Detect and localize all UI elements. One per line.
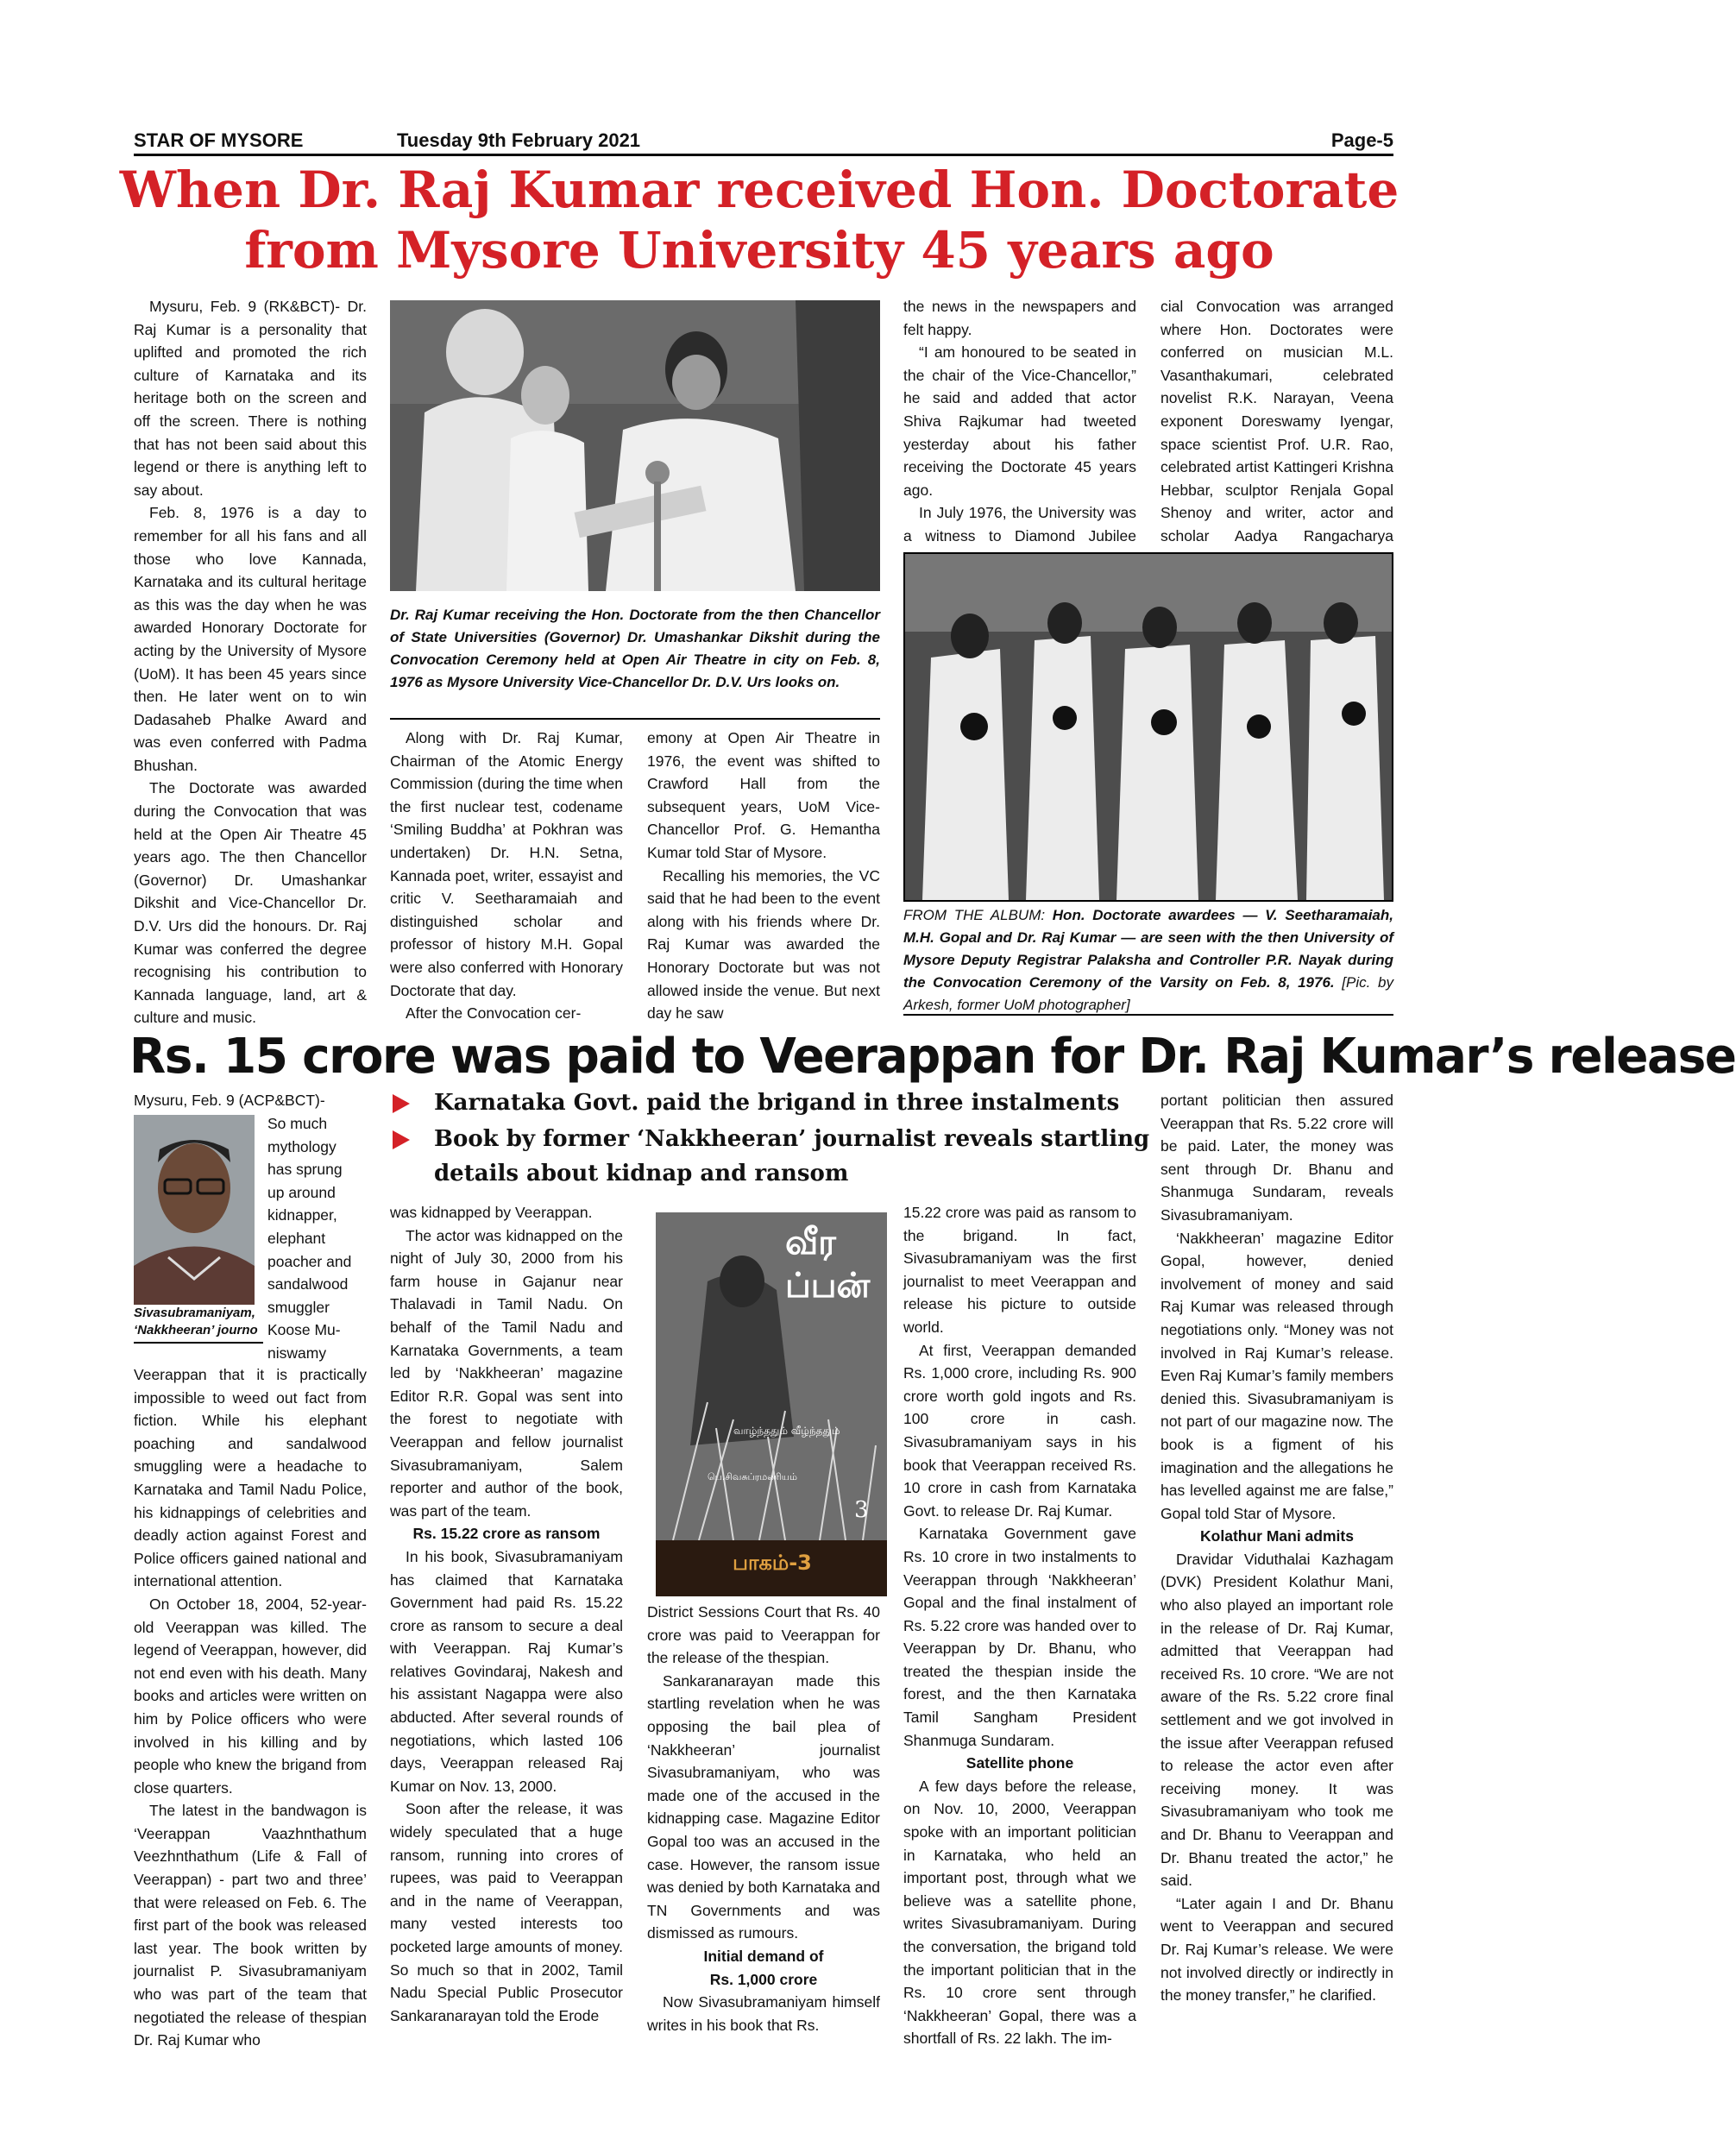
narrow-line: sandalwood — [267, 1275, 349, 1293]
story2-column-4 — [903, 1201, 1136, 2048]
book-part: பாகம்-3 — [733, 1551, 812, 1575]
paragraph: The latest in the bandwagon is ‘Veerappan Vaazhnthathum Veezhnthathum (Life & Fall of Veerappan) - part two and three’ that were released on Feb. 6. The first part of the book was released last year. The book written by journalist P. Sivasubramaniyam who was part of the team that negotiated the release of thespian Dr. Raj Kumar who — [134, 1802, 367, 2049]
paragraph: Recalling his memories, the VC said that he had been to the event along with his friends where Dr. Raj Kumar was awarded the Honorary Doctorate but was not allowed inside the venue. But next day he saw — [647, 866, 880, 1023]
portrait-caption-name: Sivasubramaniyam, — [134, 1306, 255, 1320]
summary-bullet-1: Karnataka Govt. paid the brigand in three instalments — [434, 1090, 1120, 1116]
album-photo-illustration — [905, 554, 1392, 900]
summary-bullet-2-cont: details about kidnap and ransom — [434, 1161, 849, 1186]
convocation-photo-illustration — [390, 300, 880, 591]
narrow-line: elephant — [267, 1229, 326, 1247]
subheading: Rs. 15.22 crore as ransom — [412, 1525, 601, 1543]
paper-name: STAR OF MYSORE — [134, 129, 304, 151]
narrow-line: up around — [267, 1183, 336, 1201]
paragraph: A few days before the release, on Nov. 10, 2000, Veerappan spoke with an important politician in Karnataka, who held an important post, through what we believe was a satellite phone, writes Sivasubramaniyam. During the conversation, the brigand told the important politician that in the Rs. 10 crore sent through ‘Nakkheeran’ Gopal, there was a shortfall of Rs. 22 lakh. The im- — [903, 1777, 1136, 2048]
paragraph: Dravidar Viduthalai Kazhagam (DVK) President Kolathur Mani, who also played an important role in the release of Dr. Raj Kumar, admitted that Veerappan had received Rs. 10 crore. “We are not aware of the Rs. 5.22 crore final settlement and we got involved in the issue after Veerappan refused to release the actor even after receiving money. It was Sivasubramaniyam who took me and Dr. Bhanu to Veerappan and Dr. Bhanu treated the actor,” he said. — [1160, 1550, 1393, 1890]
album-photo-caption — [903, 904, 1393, 1021]
paragraph: Along with Dr. Raj Kumar, Chairman of the Atomic Energy Commission (during the time when the first nuclear test, codename ‘Smiling Buddha’ at Pokhran was undertaken) Dr. H.N. Setna, Kannada poet, writer, essayist and critic V. Seetharamaiah and distinguished scholar and professor of history M.H. Gopal were also conferred with Honorary Doctorate that day. — [390, 729, 623, 999]
narrow-line: kidnapper, — [267, 1206, 337, 1224]
page-number: Page-5 — [1330, 129, 1393, 151]
book-volume-number: 3 — [854, 1497, 869, 1523]
story1-column-4 — [903, 295, 1136, 545]
masthead-rule — [134, 154, 1393, 156]
album-photo — [903, 552, 1393, 902]
caption-text: Hon. Doctorate awardees — V. Seetharamaiah, M.H. Gopal and Dr. Raj Kumar — are seen with the then University of Mysore Deputy Registrar Palaksha and Controller P.R. Nayak during the Convocation Ceremony of the Varsity on Feb. 8, 1976. — [903, 907, 1393, 991]
book-author: பெ.சிவசுப்ரமணியம் — [708, 1471, 797, 1482]
masthead — [134, 129, 1393, 155]
paragraph: cial Convocation was arranged where Hon. Doctorates were conferred on musician M.L. Vasanthakumari, celebrated novelist R.K. Narayan, Veena exponent Doreswamy Iyengar, space scientist Prof. U.R. Rao, celebrated artist Kattingeri Krishna Hebbar, sculptor Renjala Gopal Shenoy and writer, actor and scholar Aadya Rangacharya — [1160, 298, 1393, 544]
story1-column-2 — [390, 727, 623, 1023]
paragraph: In July 1976, the University was a witness to Diamond Jubilee — [903, 504, 1136, 544]
paragraph: In his book, Sivasubramaniyam has claimed that Karnataka Government had paid Rs. 15.22 crore as ransom to secure a deal with Veerappan. Raj Kumar’s relatives Govindaraj, Nakesh and his assistant Nagappa were also abducted. After several rounds of negotiations, which lasted 106 days, Veerappan released Raj Kumar on Nov. 13, 2000. — [390, 1547, 623, 1795]
paragraph: The Doctorate was awarded during the Convocation that was held at the Open Air Theatre 45 years ago. The then Chancellor (Governor) Dr. Umashankar Dikshit and Vice-Chancellor Dr. D.V. Urs did the honours. Dr. Raj Kumar was conferred the degree recognising his contribution to Kannada language, land, art & culture and music. — [134, 779, 367, 1027]
paragraph: After the Convocation cer- — [406, 1004, 582, 1023]
paragraph: the news in the newspapers and felt happy. — [903, 298, 1136, 338]
narrow-line: poacher and — [267, 1252, 352, 1270]
narrow-line: has sprung — [267, 1161, 343, 1179]
paragraph: “Later again I and Dr. Bhanu went to Veerappan and secured Dr. Raj Kumar’s release. We were not involved directly or indirectly in the money transfer,” he clarified. — [1160, 1894, 1393, 2005]
story2-column-2 — [390, 1201, 623, 2036]
story2-narrow-text — [267, 1112, 367, 1362]
paragraph: On October 18, 2004, 52-year-old Veerappan was killed. The legend of Veerappan, however, did not end even with his death. Many books and articles were written on him by Police officers who were involved in his killing and by people who knew the brigand from close quarters. — [134, 1595, 367, 1797]
caption-rule — [903, 1014, 1393, 1016]
photo-credit: [Pic. by Arkesh, former UoM photographer] — [903, 974, 1393, 1013]
narrow-line: smuggler — [267, 1298, 330, 1316]
paragraph: Soon after the release, it was widely speculated that a huge ransom, running into crores of rupees, was paid to Veerappan and in the name of Veerappan, many vested interests too pocketed large amounts of money. So much so that in 2002, Tamil Nadu Special Public Prosecutor Sankaranarayan told the Erode — [390, 1800, 623, 2024]
convocation-photo-caption: Dr. Raj Kumar receiving the Hon. Doctorate from the then Chancellor of State Universities (Governor) Dr. Umashankar Dikshit during the Convocation Ceremony held at Open Air Theatre in city on Feb. 8, 1976 as Mysore University Vice-Chancellor Dr. D.V. Urs looks on. — [390, 607, 880, 690]
book-cover — [656, 1212, 887, 1596]
story2-headline: Rs. 15 crore was paid to Veerappan for Dr. Raj Kumar’s release — [129, 1029, 1736, 1085]
paragraph: ‘Nakkheeran’ magazine Editor Gopal, however, denied involvement of money and said Raj Kumar was released through negotiations only. “Money was not involved in Raj Kumar’s release. Even Raj Kumar’s family members denied this. Sivasubramaniyam is not part of our magazine now. The book is a figment of his imagination and the allegations he has levelled against me are false,” Gopal told Star of Mysore. — [1160, 1229, 1393, 1522]
narrow-line: mythology — [267, 1137, 337, 1155]
paragraph: At first, Veerappan demanded Rs. 1,000 crore, including Rs. 900 crore worth gold ingots and Rs. 100 crore in cash. Sivasubramaniyam says in his book that Veerappan received Rs. 10 crore in cash from Karnataka Govt. to release Dr. Raj Kumar. — [903, 1341, 1136, 1520]
subheading: Initial demand of — [703, 1947, 824, 1965]
paragraph: Now Sivasubramaniyam himself writes in his book that Rs. — [647, 1993, 880, 2034]
paragraph: was kidnapped by Veerappan. — [390, 1204, 593, 1221]
paragraph: Mysuru, Feb. 9 (RK&BCT)- Dr. Raj Kumar is a personality that uplifted and promoted the rich culture of Karnataka and its heritage both on the screen and off the screen. There is nothing that has not been said about this legend or there is anything left to say about. — [134, 298, 367, 499]
book-title: வீரப்பன் — [785, 1223, 871, 1306]
story2-column-3 — [647, 1601, 880, 2036]
summary-bullet-2: Book by former ‘Nakkheeran’ journalist reveals startling — [434, 1126, 1150, 1152]
portrait-rule — [134, 1342, 263, 1344]
story1-headline-line1: When Dr. Raj Kumar received Hon. Doctorate — [119, 160, 1399, 219]
caption-lead: FROM THE ALBUM: — [903, 907, 1046, 923]
paragraph: “I am honoured to be seated in the chair of the Vice-Chancellor,” he said and added that actor Shiva Rajkumar had tweeted yesterday about his father receiving the Doctorate 45 years ago. — [903, 343, 1136, 499]
subheading: Satellite phone — [965, 1754, 1074, 1772]
book-subtitle: வாழ்ந்ததும் வீழ்ந்ததும் — [733, 1425, 840, 1437]
convocation-photo — [390, 300, 880, 591]
story2-column-1 — [134, 1363, 367, 2049]
story2-column-5 — [1160, 1089, 1393, 2036]
narrow-line: Koose Mu- — [267, 1321, 341, 1339]
portrait-caption — [134, 1305, 263, 1339]
paragraph: Feb. 8, 1976 is a day to remember for all his fans and all those who love Kannada, Karnataka and its cultural heritage as this was the day when he was awarded Honorary Doctorate for acting by the University of Mysore (UoM). It has been 45 years since then. He later went on to win Dadasaheb Phalke Award and was even conferred with Padma Bhushan. — [134, 504, 367, 774]
paragraph: portant politician then assured Veerappan that Rs. 5.22 crore will be paid. Later, the money was sent through Dr. Bhanu and Shanmuga Sundaram, reveals Sivasubramaniyam. — [1160, 1092, 1393, 1224]
narrow-line: niswamy — [267, 1344, 327, 1362]
paragraph: Veerappan that it is practically impossible to weed out fact from fiction. While his elephant poaching and sandalwood smuggling were a headache to Karnataka and Tamil Nadu Police, his kidnappings of celebrities and deadly action against Forest and Police officers gained national and international attention. — [134, 1366, 367, 1590]
narrow-line: So much — [267, 1115, 328, 1132]
paragraph: Sankaranarayan made this startling revelation when he was opposing the bail plea of ‘Nakkheeran’ journalist Sivasubramaniyam, who was made one of the accused in the kidnapping case. Magazine Editor Gopal too was an accused in the case. However, the ransom issue was denied by both Karnataka and TN Governments and was dismissed as rumours. — [647, 1671, 880, 1942]
story1-column-3 — [647, 727, 880, 1023]
story1-column-1 — [134, 295, 367, 1027]
portrait-caption-role: ‘Nakkheeran’ journo — [134, 1323, 258, 1338]
caption-rule — [390, 718, 880, 720]
paragraph: Karnataka Government gave Rs. 10 crore in two instalments to Veerappan through ‘Nakkheeran’ Gopal and the final instalment of Rs. 5.22 crore was handed over to Veerappan by Dr. Bhanu, who treated the thespian inside the forest, and the then Karnataka Tamil Sangham President Shanmuga Sundaram. — [903, 1525, 1136, 1749]
subheading: Rs. 1,000 crore — [709, 1970, 818, 1988]
bullet-triangle-icon — [393, 1094, 410, 1113]
bullet-triangle-icon — [393, 1130, 410, 1149]
paragraph: 15.22 crore was paid as ransom to the brigand. In fact, Sivasubramaniyam was the first journalist to meet Veerappan and release his picture to outside world. — [903, 1204, 1136, 1336]
story1-column-5 — [1160, 295, 1393, 545]
portrait-illustration — [134, 1115, 255, 1305]
story2-dateline: Mysuru, Feb. 9 (ACP&BCT)- — [134, 1092, 325, 1109]
paragraph: The actor was kidnapped on the night of July 30, 2000 from his farm house in Gajanur near Thalavadi in Tamil Nadu. On behalf of the Tamil Nadu and Karnataka Governments, a team led by ‘Nakkheeran’ magazine Editor R.R. Gopal was sent into the forest to negotiate with Veerappan and fellow journalist Sivasubramaniyam, Salem reporter and author of the book, was part of the team. — [390, 1226, 623, 1520]
issue-date: Tuesday 9th February 2021 — [397, 129, 641, 151]
portrait-photo — [134, 1115, 255, 1305]
paragraph: emony at Open Air Theatre in 1976, the event was shifted to Crawford Hall from the subsequent years, UoM Vice-Chancellor Prof. G. Hemantha Kumar told Star of Mysore. — [647, 729, 880, 861]
story1-headline-line2: from Mysore University 45 years ago — [244, 221, 1274, 280]
subheading: Kolathur Mani admits — [1200, 1527, 1354, 1545]
paragraph: District Sessions Court that Rs. 40 crore was paid to Veerappan for the release of the thespian. — [647, 1603, 880, 1667]
